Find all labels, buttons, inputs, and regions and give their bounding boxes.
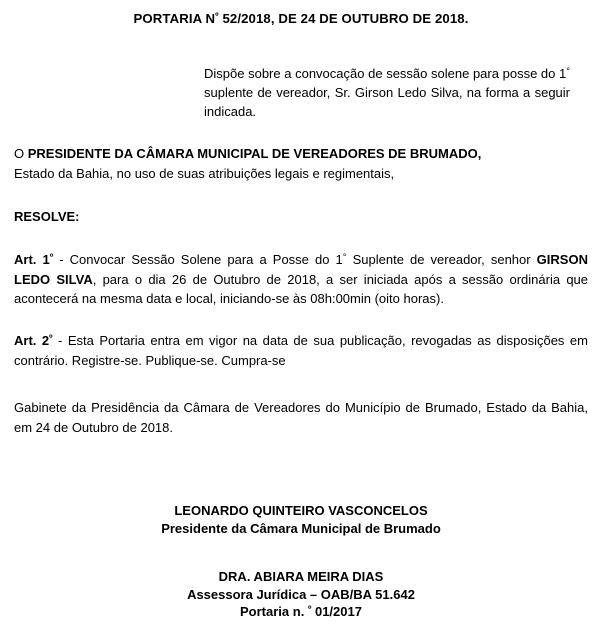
article-1-person-name: GIRSON LEDO SILVA xyxy=(14,252,588,287)
article-1-text-before-name: Convocar Sessão Solene para a Posse do 1° Suplente de vereador, senhor xyxy=(69,252,537,267)
resolve-heading xyxy=(14,208,80,225)
preamble-paragraph xyxy=(14,144,588,183)
document-title-text: PORTARIA $N^º$ 52/2018, DE 24 DE OUTUBRO DE 2018. xyxy=(133,11,469,26)
preamble-lead-letter: O xyxy=(14,146,28,161)
article-2-separator: - xyxy=(52,333,68,348)
preamble-authority: PRESIDENTE DA CÂMARA MUNICIPAL DE VEREADORES DE BRUMADO, xyxy=(27,146,482,161)
closing-paragraph xyxy=(14,398,588,437)
ordinal-mark: º xyxy=(215,11,219,23)
resolve-label: RESOLVE: xyxy=(14,209,80,224)
preamble-qualification: Estado da Bahia, no uso de suas atribuições legais e regimentais, xyxy=(14,165,395,181)
signature-president xyxy=(14,502,588,537)
article-2 xyxy=(14,331,588,370)
ementa-paragraph xyxy=(204,64,570,121)
ordinal-mark: ° xyxy=(566,66,570,77)
signature-legal-advisor-name: DRA. ABIARA MEIRA DIAS xyxy=(218,569,384,584)
signature-legal-advisor-role: Assessora Jurídica – OAB/BA 51.642 xyxy=(187,586,415,602)
article-1-marker: Art. $1^º$ xyxy=(14,252,54,267)
article-2-text: Esta Portaria entra em vigor na data de sua publicação, revogadas as disposições em contrário. Registre-se. Publique-se. Cumpra-se xyxy=(14,333,588,368)
article-2-marker: Art. $2^º$ xyxy=(14,333,53,348)
article-1 xyxy=(14,250,588,309)
ordinal-mark: ° xyxy=(342,252,347,263)
signature-president-name: LEONARDO QUINTEIRO VASCONCELOS xyxy=(174,503,428,518)
ementa-text: Dispõe sobre a convocação de sessão solene para posse do 1° suplente de vereador, Sr. Girson Ledo Silva, na forma a seguir indicada. xyxy=(204,66,570,119)
ordinal-mark: º xyxy=(307,604,312,615)
signature-legal-advisor-portaria: Portaria n. $^º$ 01/2017 xyxy=(240,604,362,619)
article-1-separator: - xyxy=(53,252,70,267)
signature-president-role: Presidente da Câmara Municipal de Brumado xyxy=(161,520,441,536)
page-title xyxy=(14,11,588,27)
article-1-text-after-name: , para o dia 26 de Outubro de 2018, a ser iniciada após a sessão ordinária que acontecerá na mesma data e local, iniciando-se às 08h:00min (oito horas). xyxy=(14,271,589,306)
ordinal-mark: º xyxy=(49,333,53,344)
closing-text: Gabinete da Presidência da Câmara de Vereadores do Município de Brumado, Estado da Bahia, em 24 de Outubro de 2018. xyxy=(14,400,588,435)
signature-legal-advisor xyxy=(14,568,588,621)
ordinal-mark: º xyxy=(49,252,54,263)
